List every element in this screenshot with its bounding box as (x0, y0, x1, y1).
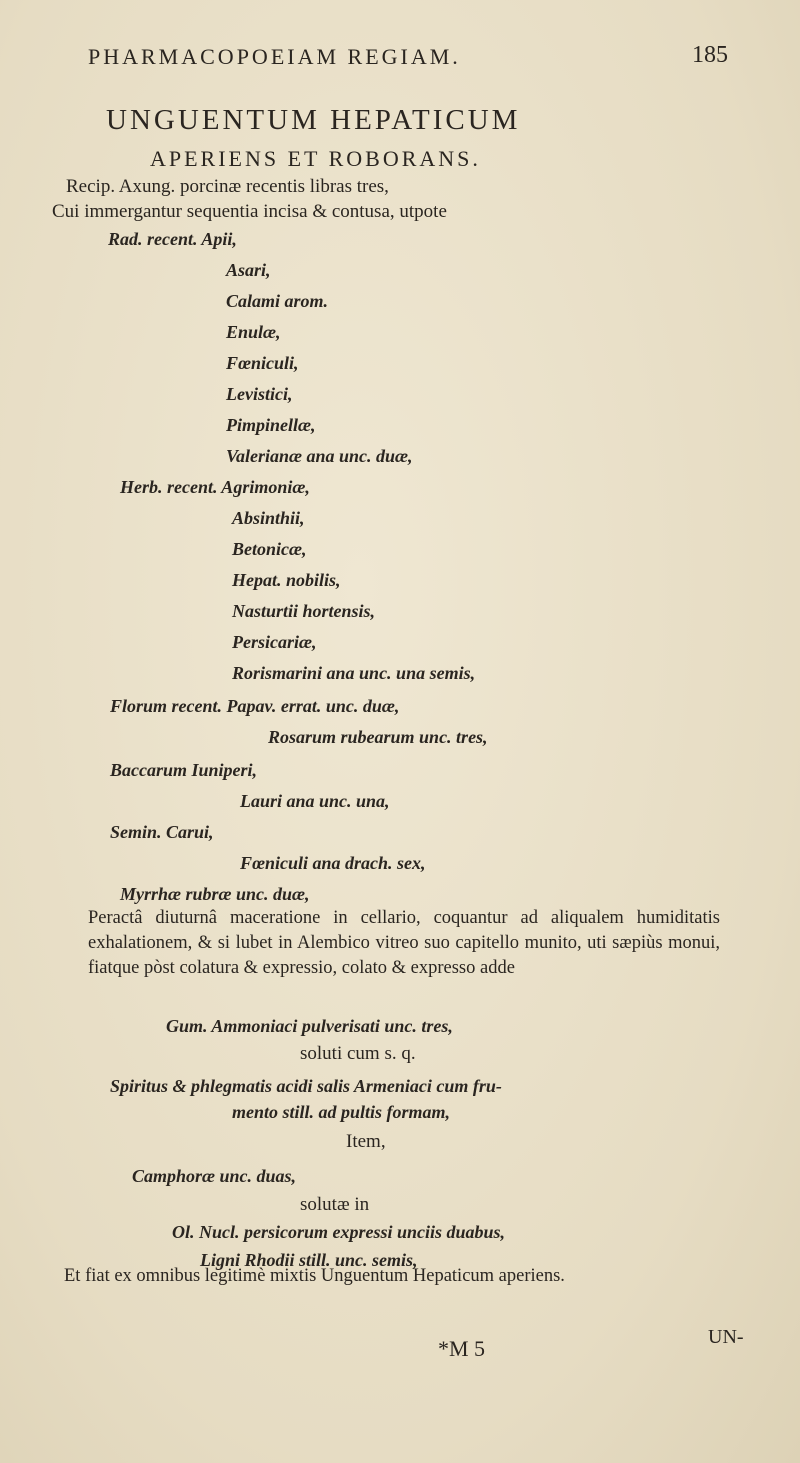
paragraph-maceration: Peractâ diuturnâ maceratione in cellario, coquantur ad aliqualem humiditatis exhalationem, & si lubet in Alembico vitreo suo capitello munito, uti sæpiùs monui, fiatque pòst colatura & expressio, colato & expresso adde (88, 908, 720, 978)
running-title: PHARMACOPOEIAM REGIAM. (88, 44, 461, 69)
ingredient-line: Levistici, (226, 384, 293, 404)
ingredient-line: Rorismarini ana unc. una semis, (232, 663, 476, 683)
signature-mark: *M 5 (438, 1336, 486, 1361)
recipe-title: UNGUENTUM HEPATICUM (106, 104, 521, 136)
ingredient-line: Pimpinellæ, (226, 415, 316, 435)
recipe-subtitle: APERIENS ET ROBORANS. (150, 146, 481, 171)
recipe-line: solutæ in (300, 1194, 370, 1215)
ingredient-line: Florum recent. Papav. errat. unc. duæ, (110, 696, 400, 716)
ingredient-line: Calami arom. (226, 291, 329, 311)
recipe-line: Item, (346, 1131, 386, 1152)
paragraph-conclusion: Et fiat ex omnibus legitimè mixtis Unguentum Hepaticum aperiens. (64, 1266, 565, 1286)
ingredient-line: Lauri ana unc. una, (240, 791, 390, 811)
ingredient-line: Ligni Rhodii still. unc. semis, (200, 1250, 418, 1270)
ingredient-line: Ol. Nucl. persicorum expressi unciis duabus, (172, 1222, 506, 1242)
ingredient-line: mento still. ad pultis formam, (232, 1102, 451, 1122)
ingredient-line: Semin. Carui, (110, 822, 214, 842)
ingredient-line: Gum. Ammoniaci pulverisati unc. tres, (166, 1016, 453, 1036)
ingredient-line: Persicariæ, (232, 632, 317, 652)
ingredient-line: Fœniculi, (226, 353, 299, 373)
ingredient-line: Fœniculi ana drach. sex, (240, 853, 426, 873)
ingredient-line: Hepat. nobilis, (232, 570, 341, 590)
recipe-line: Cui immergantur sequentia incisa & contusa, utpote (52, 201, 447, 222)
ingredient-line: Herb. recent. Agrimoniæ, (120, 477, 310, 497)
ingredient-line: Myrrhæ rubræ unc. duæ, (120, 884, 310, 904)
ingredient-line: Baccarum Iuniperi, (110, 760, 258, 780)
ingredient-line: Rad. recent. Apii, (108, 229, 237, 249)
ingredient-line: Valerianæ ana unc. duæ, (226, 446, 413, 466)
ingredient-line: Nasturtii hortensis, (232, 601, 376, 621)
recipe-line: Recip. Axung. porcinæ recentis libras tres, (66, 176, 389, 197)
ingredient-line: Camphoræ unc. duas, (132, 1166, 297, 1186)
ingredient-line: Spiritus & phlegmatis acidi salis Armeniaci cum fru- (110, 1076, 502, 1096)
ingredient-line: Absinthii, (232, 508, 305, 528)
running-header (88, 44, 728, 84)
ingredient-line: Asari, (226, 260, 271, 280)
ingredient-line: Enulæ, (226, 322, 281, 342)
ingredient-line: Rosarum rubearum unc. tres, (268, 727, 488, 747)
ingredient-line: Betonicæ, (232, 539, 307, 559)
catchword: UN- (708, 1326, 744, 1348)
recipe-line: soluti cum s. q. (300, 1043, 416, 1064)
page-number: 185 (692, 42, 728, 68)
